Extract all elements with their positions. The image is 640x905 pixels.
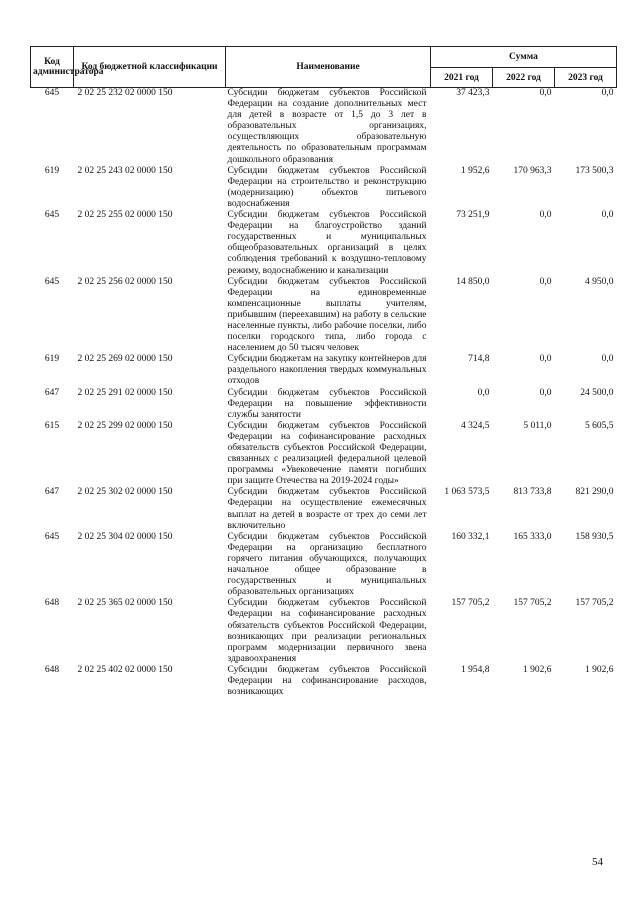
amount-2023-cell: 173 500,3: [575, 165, 614, 176]
budget-subsidies-table: [30, 46, 617, 698]
header-name: Наименование: [226, 47, 431, 88]
amount-2023-cell: 0,0: [601, 88, 614, 98]
budget-document-page: [30, 46, 616, 698]
amount-2022-cell: 0,0: [539, 387, 552, 398]
classification-code-cell: 2 02 25 302 02 0000 150: [77, 487, 173, 498]
name-cell: Субсидии бюджетам субъектов Российской Федерации на софинансирование расходных обязательств субъектов Российской Федерации, возникающих при реализации региональных программ модернизации первичного звена здравоохранения: [227, 598, 427, 664]
amount-2023-cell: 24 500,0: [580, 387, 614, 398]
amount-2023-cell: 0,0: [601, 354, 614, 365]
table-row: [31, 487, 617, 531]
amount-2023-cell: 158 930,5: [575, 531, 614, 542]
classification-code-cell: 2 02 25 291 02 0000 150: [77, 387, 173, 398]
amount-2021-cell: 0,0: [477, 387, 490, 398]
amount-2022-cell: 170 963,3: [513, 165, 552, 176]
classification-code-cell: 2 02 25 243 02 0000 150: [77, 165, 173, 176]
name-cell: Субсидии бюджетам на закупку контейнеров для раздельного накопления твердых коммунальных отходов: [227, 354, 427, 387]
amount-2021-cell: 160 332,1: [451, 531, 490, 542]
amount-2021-cell: 4 324,5: [461, 420, 490, 431]
amount-2021-cell: 714,8: [468, 354, 490, 365]
amount-2021-cell: 157 705,2: [451, 598, 490, 609]
table-row: [31, 277, 617, 355]
admin-code-cell: 645: [44, 88, 60, 98]
amount-2021-cell: 14 850,0: [456, 276, 490, 287]
name-cell: Субсидии бюджетам субъектов Российской Федерации на повышение эффективности службы занятости: [227, 387, 427, 420]
name-cell: Субсидии бюджетам субъектов Российской Федерации на создание дополнительных мест для детей в возрасте от 1,5 до 3 лет в образовательных организациях, осуществляющих образовательную деятельность по образовательным программам дошкольного образования: [227, 88, 427, 165]
name-cell: Субсидии бюджетам субъектов Российской Федерации на осуществление ежемесячных выплат на детей в возрасте от трех до семи лет включительно: [227, 487, 427, 531]
classification-code-cell: 2 02 25 365 02 0000 150: [77, 598, 173, 609]
admin-code-cell: 648: [44, 664, 60, 675]
table-header: [31, 47, 617, 88]
page-number: 54: [592, 856, 603, 868]
classification-code-cell: 2 02 25 255 02 0000 150: [77, 210, 173, 221]
table-row: [31, 354, 617, 387]
header-budget-classification-code: Код бюджетной классификации: [74, 47, 226, 88]
table-row: [31, 88, 617, 166]
amount-2023-cell: 157 705,2: [575, 598, 614, 609]
amount-2021-cell: 1 063 573,5: [444, 487, 490, 498]
classification-code-cell: 2 02 25 402 02 0000 150: [77, 664, 173, 675]
amount-2023-cell: 0,0: [601, 210, 614, 221]
amount-2023-cell: 821 290,0: [575, 487, 614, 498]
name-cell: Субсидии бюджетам субъектов Российской Федерации на софинансирование расходных обязательств субъектов Российской Федерации, связанных с реализацией федеральной целевой программы «Увековечение памяти погибших при защите Отечества на 2019-2024 годы»: [227, 420, 427, 487]
amount-2021-cell: 1 954,8: [461, 664, 490, 675]
table-row: [31, 210, 617, 277]
amount-2022-cell: 0,0: [539, 210, 552, 221]
table-row: [31, 421, 617, 488]
admin-code-cell: 619: [44, 165, 60, 176]
table-row: [31, 166, 617, 210]
classification-code-cell: 2 02 25 299 02 0000 150: [77, 420, 173, 431]
amount-2022-cell: 165 333,0: [513, 531, 552, 542]
admin-code-cell: 619: [44, 354, 60, 365]
amount-2023-cell: 1 902,6: [585, 664, 614, 675]
table-row: [31, 532, 617, 599]
table-body: [31, 88, 617, 699]
name-cell: Субсидии бюджетам субъектов Российской Федерации на единовременные компенсационные выплаты учителям, прибывшим (переехавшим) на работу в сельские населенные пункты, либо рабочие поселки, либо поселки городского типа, либо города с населением до 50 тысяч человек: [227, 276, 427, 354]
admin-code-cell: 648: [44, 598, 60, 609]
admin-code-cell: 645: [44, 276, 60, 287]
header-year-2023: 2023 год: [555, 68, 617, 88]
admin-code-cell: 645: [44, 210, 60, 221]
admin-code-cell: 645: [44, 531, 60, 542]
table-row: [31, 388, 617, 421]
classification-code-cell: 2 02 25 256 02 0000 150: [77, 276, 173, 287]
amount-2022-cell: 0,0: [539, 276, 552, 287]
classification-code-cell: 2 02 25 304 02 0000 150: [77, 531, 173, 542]
header-year-2022: 2022 год: [493, 68, 555, 88]
amount-2023-cell: 4 950,0: [585, 276, 614, 287]
table-row: [31, 665, 617, 698]
name-cell: Субсидии бюджетам субъектов Российской Федерации на организацию бесплатного горячего питания обучающихся, получающих начальное общее образование в государственных и муниципальных образовательных организациях: [227, 531, 427, 598]
admin-code-cell: 615: [44, 420, 60, 431]
classification-code-cell: 2 02 25 232 02 0000 150: [77, 88, 173, 98]
name-cell: Субсидии бюджетам субъектов Российской Федерации на благоустройство зданий государственных и муниципальных общеобразовательных организаций в целях соблюдения требований к воздушно-тепловому режиму, водоснабжению и канализации: [227, 210, 427, 276]
amount-2023-cell: 5 605,5: [585, 420, 614, 431]
amount-2022-cell: 813 733,8: [513, 487, 552, 498]
amount-2021-cell: 73 251,9: [456, 210, 490, 221]
admin-code-cell: 647: [44, 387, 60, 398]
amount-2022-cell: 0,0: [539, 354, 552, 365]
header-admin-code: Код администратора: [31, 47, 74, 88]
name-cell: Субсидии бюджетам субъектов Российской Федерации на софинансирование расходов, возникающих: [227, 664, 427, 698]
amount-2021-cell: 37 423,3: [456, 88, 490, 98]
header-sum: Сумма: [431, 47, 617, 68]
amount-2021-cell: 1 952,6: [461, 165, 490, 176]
amount-2022-cell: 0,0: [539, 88, 552, 98]
classification-code-cell: 2 02 25 269 02 0000 150: [77, 354, 173, 365]
header-year-2021: 2021 год: [431, 68, 493, 88]
amount-2022-cell: 5 011,0: [523, 420, 552, 431]
table-row: [31, 598, 617, 665]
amount-2022-cell: 157 705,2: [513, 598, 552, 609]
admin-code-cell: 647: [44, 487, 60, 498]
name-cell: Субсидии бюджетам субъектов Российской Федерации на строительство и реконструкцию (модернизацию) объектов питьевого водоснабжения: [227, 165, 427, 209]
amount-2022-cell: 1 902,6: [523, 664, 552, 675]
